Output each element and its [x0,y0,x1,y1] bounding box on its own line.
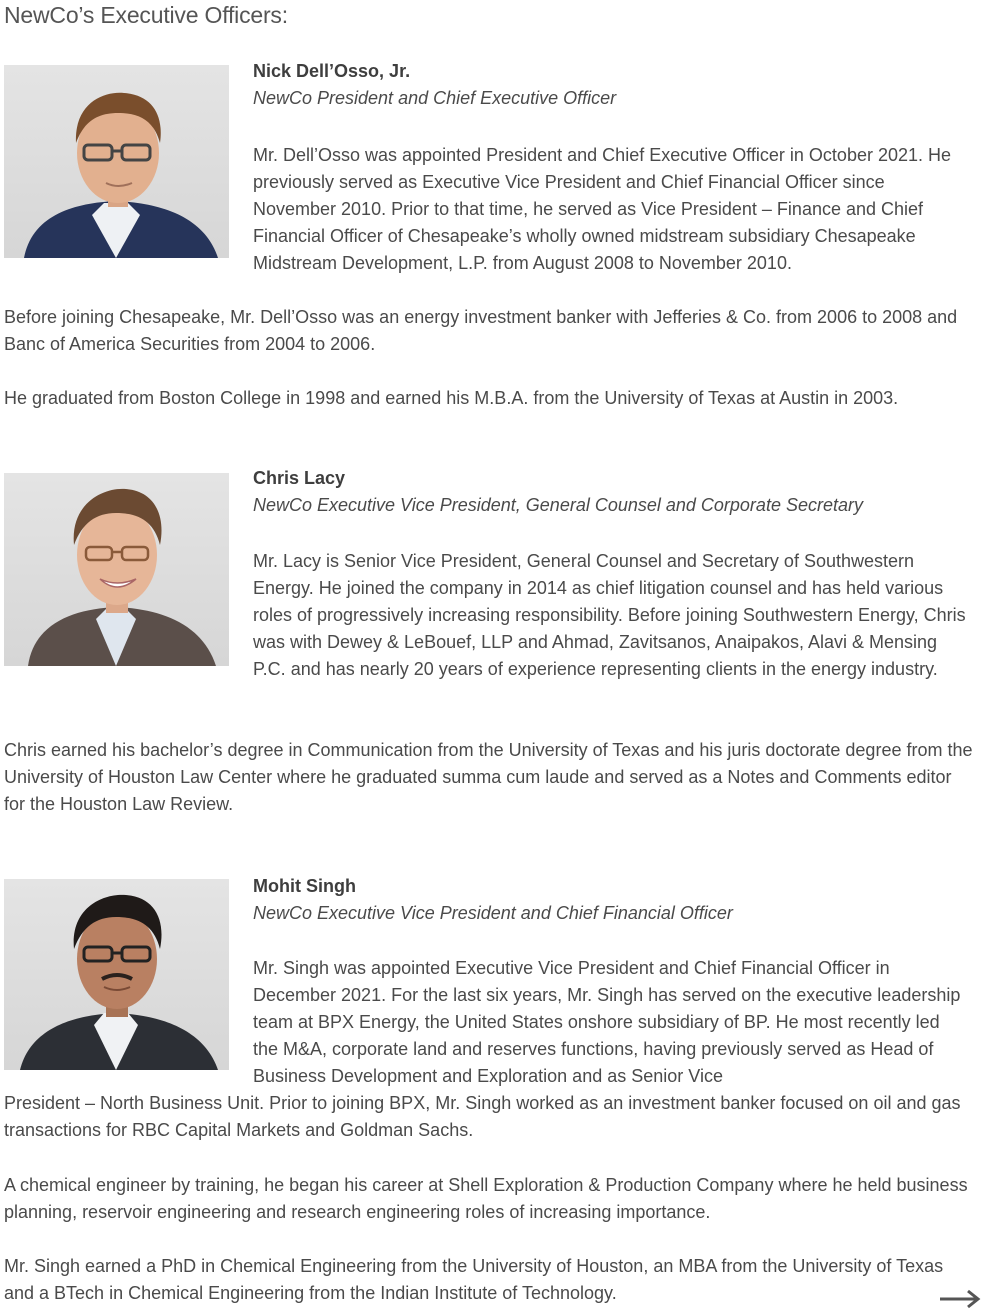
officer-title-dellosso: NewCo President and Chief Executive Officer [253,88,617,108]
officer-bio-dellosso-continued: Before joining Chesapeake, Mr. Dell’Osso was an energy investment banker with Jefferies & Co. from 2006 to 2008 and Banc of America Securities from 2004 to 2006. [4,307,958,354]
officer-photo-singh [4,879,229,1070]
arrow-right-icon[interactable] [938,1288,982,1310]
officer-bio-lacy: Mr. Lacy is Senior Vice President, General Counsel and Secretary of Southwestern Energy. He joined the company in 2014 as chief litigation counsel and has held various roles of progressively increasing responsibility. Before joining Southwestern Energy, Chris was with Dewey & LeBouef, LLP and Ahmad, Zavitsanos, Anaipakos, Alavi & Mensing P.C. and has nearly 20 years of experience representing clients in the energy industry. [253,551,966,679]
officer-education-singh: Mr. Singh earned a PhD in Chemical Engineering from the University of Houston, an MBA from the University of Texas and a BTech in Chemical Engineering from the Indian Institute of Technology. [4,1256,944,1303]
officer-title-lacy: NewCo Executive Vice President, General Counsel and Corporate Secretary [253,495,863,515]
officer-title-singh: NewCo Executive Vice President and Chief Financial Officer [253,903,733,923]
officer-name-singh: Mohit Singh [253,876,356,896]
officer-career-singh: A chemical engineer by training, he began his career at Shell Exploration & Production Company where he held business planning, reservoir engineering and research engineering roles of increasing importance. [4,1175,968,1222]
officer-bio-dellosso: Mr. Dell’Osso was appointed President and Chief Executive Officer in October 2021. He previously served as Executive Vice President and Chief Financial Officer since November 2010. Prior to that time, he served as Vice President – Finance and Chief Financial Officer of Chesapeake’s wholly owned midstream subsidiary Chesapeake Midstream Development, L.P. from August 2008 to November 2010. [253,145,952,273]
officer-photo-lacy [4,473,229,666]
officer-bio-singh-continued: President – North Business Unit. Prior to joining BPX, Mr. Singh worked as an investment banker focused on oil and gas transactions for RBC Capital Markets and Goldman Sachs. [4,1093,961,1140]
officer-education-dellosso: He graduated from Boston College in 1998 and earned his M.B.A. from the University of Texas at Austin in 2003. [4,388,899,408]
officer-education-lacy: Chris earned his bachelor’s degree in Communication from the University of Texas and his juris doctorate degree from the University of Houston Law Center where he graduated summa cum laude and served as a Notes and Comments editor for the Houston Law Review. [4,740,973,814]
page-heading: NewCo’s Executive Officers: [4,2,288,28]
officer-photo-dellosso [4,65,229,258]
officer-bio-singh: Mr. Singh was appointed Executive Vice President and Chief Financial Officer in December 2021. For the last six years, Mr. Singh has served on the executive leadership team at BPX Energy, the United States onshore subsidiary of BP. He most recently led the M&A, corporate land and reserves functions, having previously served as Head of Business Development and Exploration and as Senior Vice [253,958,961,1086]
officer-name-lacy: Chris Lacy [253,468,346,488]
officer-name-dellosso: Nick Dell’Osso, Jr. [253,61,411,81]
